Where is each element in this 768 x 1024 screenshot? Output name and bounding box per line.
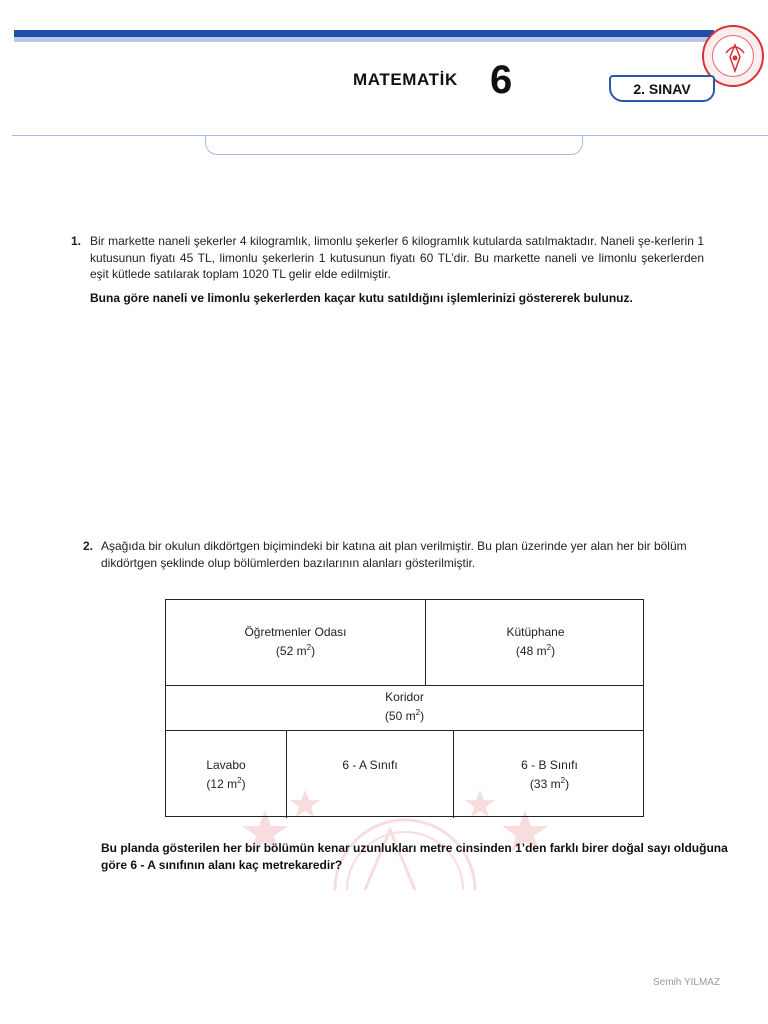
header-top-bar: [14, 30, 714, 42]
room-teachers: [166, 624, 425, 659]
room-corridor-area: (50 $m^2$): [384, 708, 425, 723]
room-class-6b: [454, 757, 645, 792]
plan-divider-corridor-top: [166, 685, 643, 686]
subject-title: MATEMATİK: [353, 70, 458, 89]
question-2-text: Aşağıda bir okulun dikdörtgen biçimindeki bir katına ait plan verilmiştir. Bu plan üzerinde yer alan her bir bölüm dikdörtgen şeklinde olup bölümlerden bazılarının alanları gösterilmiştir.: [101, 539, 687, 570]
room-corridor-name: Koridor: [385, 690, 424, 704]
room-class-6b-name: 6 - B Sınıfı: [521, 758, 578, 772]
question-2-prompt: Bu planda gösterilen her bir bölümün kenar uzunlukları metre cinsinden 1’den farklı birer doğal sayı olduğuna göre 6 - A sınıfının alanı kaç metrekaredir?: [101, 841, 728, 872]
room-library-area: (48 $m^2$): [515, 643, 556, 658]
room-class-6a: [287, 757, 453, 773]
room-washroom-name: Lavabo: [206, 758, 246, 772]
plan-divider-corridor-bottom: [166, 730, 643, 731]
question-2-number: 2.: [83, 539, 94, 553]
room-class-6b-area: (33 $m^2$): [529, 776, 570, 791]
question-1-number: 1.: [71, 234, 82, 248]
exam-badge: 2. SINAV: [609, 75, 715, 102]
plan-divider-washroom: [286, 730, 287, 818]
room-teachers-area: (52 $m^2$): [275, 643, 316, 658]
question-1-text: Bir markette naneli şekerler 4 kilogramlık, limonlu şekerler 6 kilogramlık kutularda satılmaktadır. Naneli şe-kerlerin 1 kutusunun fiyatı 45 TL, limonlu şekerlerin 1 kutusunun fiyatı 60 TL’dir. Bu markette naneli ve limonlu şekerlerden eşit kütlede satılarak toplam 1020 TL gelir elde edilmiştir.: [90, 234, 704, 281]
room-teachers-name: Öğretmenler Odası: [244, 625, 347, 639]
header-tab-outline: [205, 135, 583, 155]
room-class-6a-name: 6 - A Sınıfı: [342, 758, 398, 772]
grade-number: 6: [490, 58, 513, 102]
author-credit: Semih YILMAZ: [653, 977, 721, 988]
room-library: [426, 624, 645, 659]
room-library-name: Kütüphane: [506, 625, 565, 639]
question-1-prompt: Buna göre naneli ve limonlu şekerlerden kaçar kutu satıldığını işlemlerinizi göstererek bulunuz.: [90, 291, 633, 305]
room-washroom: [166, 757, 286, 792]
room-washroom-area: (12 $m^2$): [206, 776, 246, 791]
floor-plan: [165, 599, 644, 817]
room-corridor: [166, 689, 643, 724]
